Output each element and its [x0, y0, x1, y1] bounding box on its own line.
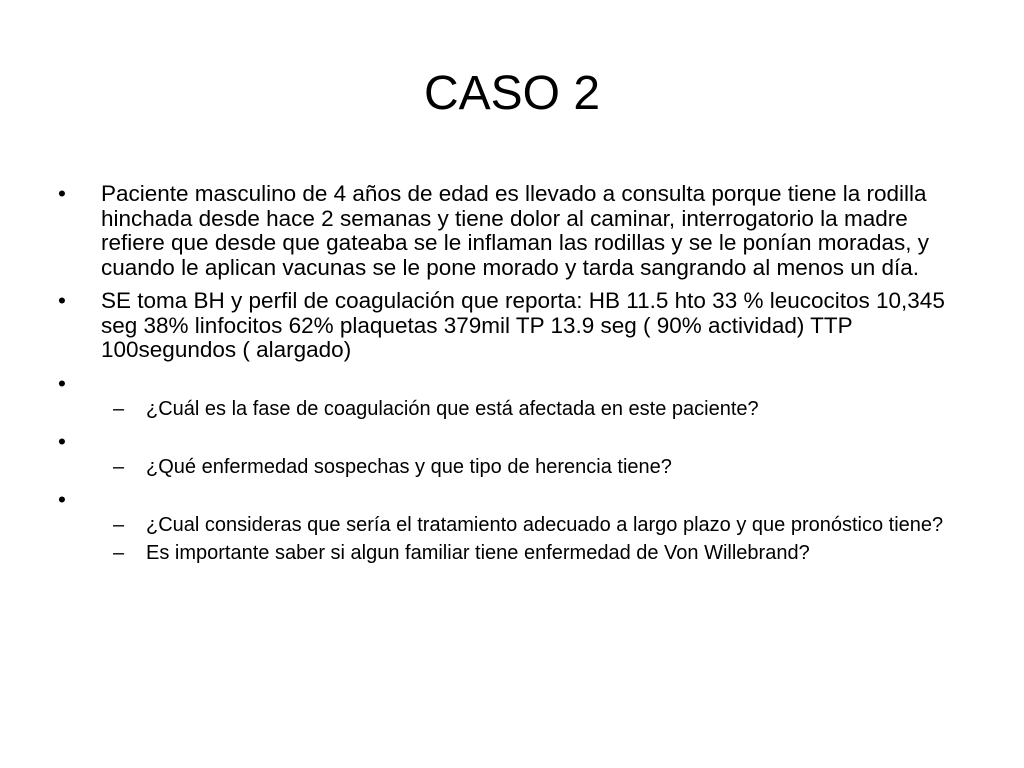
bullet-item-patient-history	[58, 182, 964, 280]
question-item-treatment-prognosis	[58, 514, 964, 536]
bullet-icon: •	[58, 288, 66, 313]
bullet-item-empty-1	[58, 372, 964, 396]
question-text: Es importante saber si algun familiar tiene enfermedad de Von Willebrand?	[146, 541, 810, 564]
bullet-item-lab-results	[58, 289, 964, 363]
bullet-item-empty-2	[58, 430, 964, 454]
dash-icon: –	[113, 513, 125, 536]
dash-icon: –	[113, 541, 125, 564]
question-text: ¿Cuál es la fase de coagulación que está afectada en este paciente?	[146, 397, 759, 420]
bullet-icon: •	[58, 486, 66, 512]
bullet-item-empty-3	[58, 488, 964, 512]
bullet-icon: •	[58, 181, 66, 206]
question-item-disease-inheritance	[58, 456, 964, 478]
question-text: ¿Cual consideras que sería el tratamiento adecuado a largo plazo y que pronóstico tiene?	[146, 513, 944, 536]
bullet-icon: •	[58, 428, 66, 454]
question-item-von-willebrand	[58, 542, 964, 564]
bullet-icon: •	[58, 370, 66, 396]
slide-title: CASO 2	[423, 67, 601, 120]
question-text: ¿Qué enfermedad sospechas y que tipo de herencia tiene?	[146, 455, 672, 478]
slide-body	[58, 182, 964, 574]
question-item-coagulation-phase	[58, 398, 964, 420]
dash-icon: –	[113, 397, 125, 420]
bullet-text: Paciente masculino de 4 años de edad es llevado a consulta porque tiene la rodilla hinchada desde hace 2 semanas y tiene dolor al caminar, interrogatorio la madre refiere que desde que gateaba se le inflaman las rodillas y se le ponían moradas, y cuando le aplican vacunas se le pone morado y tarda sangrando al menos un día.	[101, 181, 930, 280]
dash-icon: –	[113, 455, 125, 478]
bullet-text: SE toma BH y perfil de coagulación que reporta: HB 11.5 hto 33 % leucocitos 10,345 seg 38% linfocitos 62% plaquetas 379mil TP 13.9 seg ( 90% actividad) TTP 100segundos ( alargado)	[101, 288, 945, 362]
